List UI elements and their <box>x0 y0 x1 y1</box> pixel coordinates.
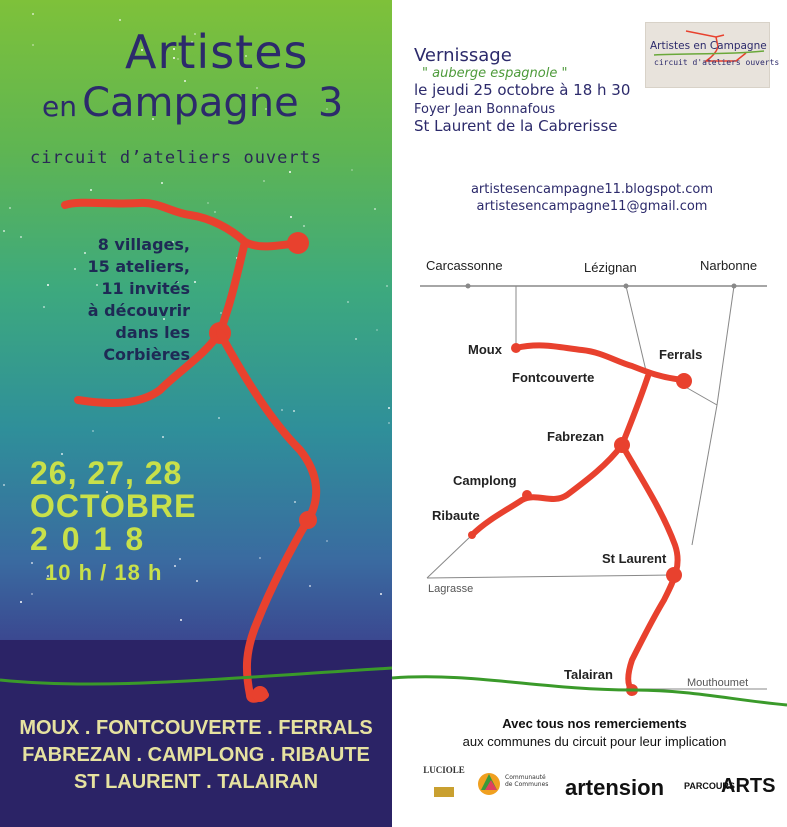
thanks-line2: aux communes du circuit pour leur implication <box>462 734 727 749</box>
map-label-stlaurent: St Laurent <box>602 551 667 566</box>
map-route-south <box>622 445 678 690</box>
map-label-ribaute: Ribaute <box>432 508 480 523</box>
communaute-logo: Communauté de Communes <box>477 768 557 808</box>
map-connector-ribaute <box>427 535 472 578</box>
map-label-lagrasse: Lagrasse <box>428 583 474 595</box>
towns-list <box>0 715 392 796</box>
dates-month: OCTOBRE <box>30 488 197 524</box>
map-label-lezignan: Lézignan <box>584 260 637 275</box>
event-dates <box>30 455 196 586</box>
towns-line: ST LAURENT . TALAIRAN <box>73 771 319 793</box>
map-node-camplong <box>522 490 532 500</box>
map-connector-lezignan <box>626 286 647 375</box>
vernissage-venue: Foyer Jean Bonnafous <box>414 102 556 117</box>
villages-line: à découvrir <box>87 301 190 320</box>
poster-title-en: en <box>42 90 77 123</box>
route-node-stlaurent <box>299 511 317 529</box>
villages-line: 11 invités <box>101 279 190 298</box>
blog-link[interactable]: artistesencampagne11.blogspot.com <box>470 182 714 197</box>
thanks-block <box>412 715 777 751</box>
dates-hours: 10 h / 18 h <box>45 560 163 585</box>
luciole-icon <box>429 781 459 801</box>
dates-days: 26, 27, 28 <box>30 455 183 491</box>
map-node-ribaute <box>468 531 476 539</box>
villages-line: dans les <box>115 323 190 342</box>
poster-title-line2 <box>42 80 343 126</box>
logo-title: Artistes en Campagne <box>650 40 767 52</box>
vernissage-heading: Vernissage <box>414 45 512 66</box>
towns-line: FABREZAN . CAMPLONG . RIBAUTE <box>22 744 370 766</box>
map-label-carcassonne: Carcassonne <box>426 258 503 273</box>
poster-panel <box>0 0 392 827</box>
map-node-ferrals <box>676 373 692 389</box>
map-label-fabrezan: Fabrezan <box>547 429 605 444</box>
luciole-logo: LUCIOLE <box>422 765 466 803</box>
towns-line: MOUX . FONTCOUVERTE . FERRALS <box>19 717 373 739</box>
parcours-arts-logo: PARCOURS ARTS <box>684 775 776 797</box>
map-label-camplong: Camplong <box>453 473 517 488</box>
map-label-talairan: Talairan <box>564 667 613 682</box>
poster-title-number: 3 <box>317 80 344 126</box>
map-connector-narbonne <box>717 286 734 405</box>
map-label-ferrals: Ferrals <box>659 347 703 362</box>
artension-logo: artension <box>565 775 665 800</box>
logo-subtitle: circuit d'ateliers ouverts <box>654 58 780 67</box>
map-connector-stlaurent <box>692 405 717 545</box>
villages-line: 8 villages, <box>97 235 190 254</box>
vernissage-subtitle: " auberge espagnole " <box>422 66 568 81</box>
route-node-talairan <box>252 686 268 702</box>
poster-title: Artistes <box>125 25 309 79</box>
map-node-stlaurent <box>666 567 682 583</box>
map-label-fontcouverte: Fontcouverte <box>512 370 595 385</box>
map-route-west <box>472 376 648 535</box>
villages-summary <box>20 234 190 366</box>
partner-logos <box>392 765 787 815</box>
poster-subtitle: circuit d’ateliers ouverts <box>30 148 323 168</box>
map-label-mouthoumet: Mouthoumet <box>687 677 749 689</box>
dates-year: 2018 <box>30 521 158 557</box>
vernissage-town: St Laurent de la Cabrerisse <box>414 117 618 135</box>
map-connector-lagrasse <box>427 575 672 578</box>
poster-title-campagne: Campagne <box>82 80 299 126</box>
route-map <box>392 0 787 827</box>
vernissage-date: le jeudi 25 octobre à 18 h 30 <box>414 81 631 99</box>
route-node-ferrals <box>287 232 309 254</box>
villages-line: 15 ateliers, <box>87 257 190 276</box>
grass-line-left <box>0 668 392 684</box>
map-label-narbonne: Narbonne <box>700 258 758 273</box>
map-dot-carcassonne <box>466 284 471 289</box>
info-panel <box>392 0 787 827</box>
map-label-moux: Moux <box>468 342 502 357</box>
villages-line: Corbières <box>103 345 190 364</box>
map-node-moux <box>511 343 521 353</box>
thanks-line1: Avec tous nos remerciements <box>502 716 687 731</box>
email-link[interactable]: artistesencampagne11@gmail.com <box>476 199 708 214</box>
